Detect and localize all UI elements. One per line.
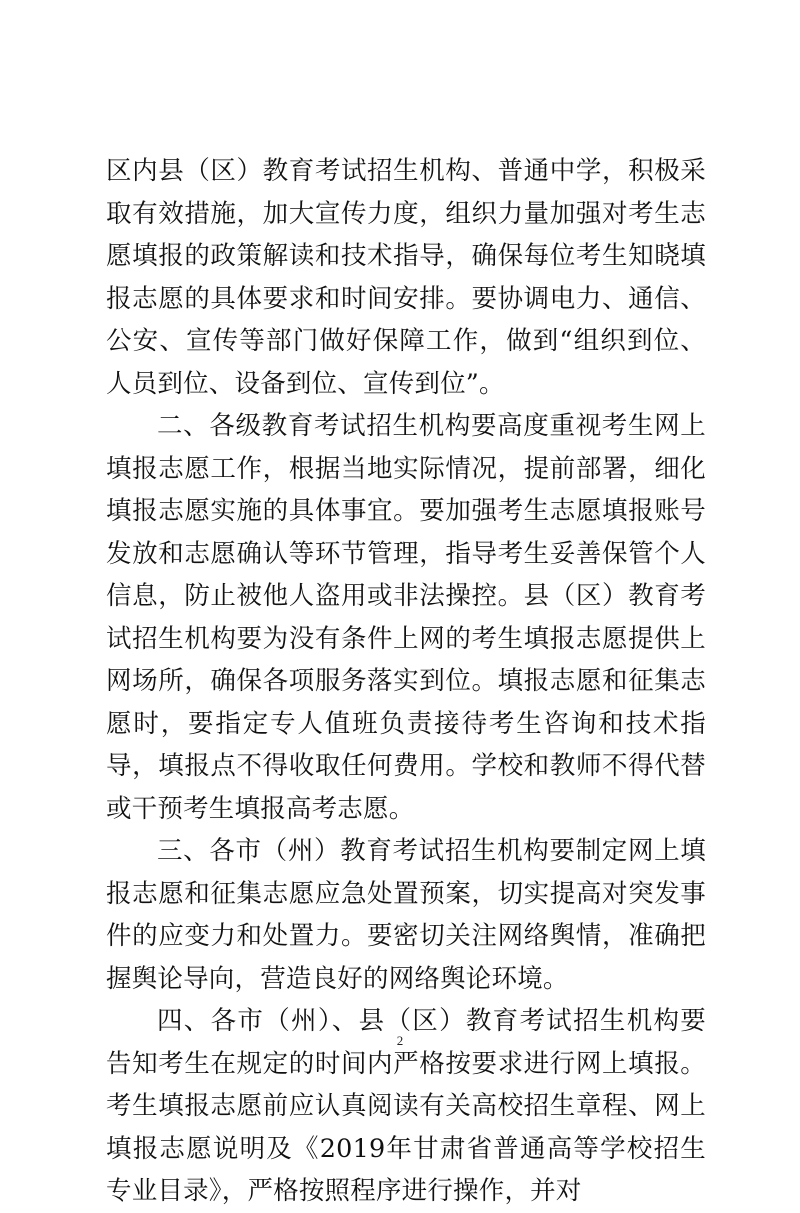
- page-number: 2: [396, 1033, 404, 1048]
- document-body: [106, 150, 706, 1213]
- paragraph-section-4: 四、各市（州）、县（区）教育考试招生机构要告知考生在规定的时间内严格按要求进行网上填报。考生填报志愿前应认真阅读有关高校招生章程、网上填报志愿说明及《2019年甘肃省普通高等学校招生专业目录》，严格按照程序进行操作，并对: [106, 1006, 706, 1206]
- paragraph-continuation: 区内县（区）教育考试招生机构、普通中学，积极采取有效措施，加大宣传力度，组织力量加强对考生志愿填报的政策解读和技术指导，确保每位考生知晓填报志愿的具体要求和时间安排。要协调电力、通信、公安、宣传等部门做好保障工作，做到“组织到位、人员到位、设备到位、宣传到位”。: [106, 156, 706, 399]
- paragraph-section-3: 三、各市（州）教育考试招生机构要制定网上填报志愿和征集志愿应急处置预案，切实提高对突发事件的应变力和处置力。要密切关注网络舆情，准确把握舆论导向，营造良好的网络舆论环境。: [106, 836, 706, 994]
- paragraph-section-2: 二、各级教育考试招生机构要高度重视考生网上填报志愿工作，根据当地实际情况，提前部署，细化填报志愿实施的具体事宜。要加强考生志愿填报账号发放和志愿确认等环节管理，指导考生妥善保管个人信息，防止被他人盗用或非法操控。县（区）教育考试招生机构要为没有条件上网的考生填报志愿提供上网场所，确保各项服务落实到位。填报志愿和征集志愿时，要指定专人值班负责接待考生咨询和技术指导，填报点不得收取任何费用。学校和教师不得代替或干预考生填报高考志愿。: [106, 411, 706, 824]
